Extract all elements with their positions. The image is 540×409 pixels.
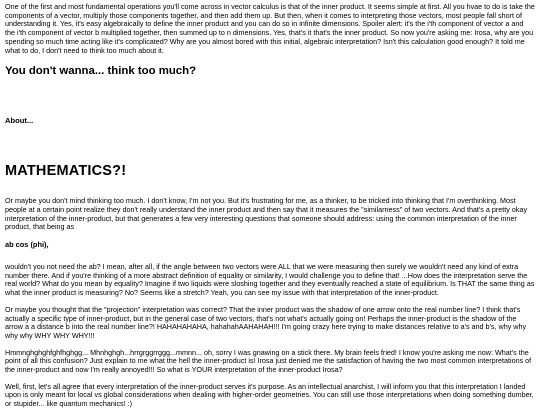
heading-think-too-much: You don't wanna... think too much? (5, 65, 197, 78)
heading-about: About... (5, 116, 34, 126)
intro-paragraph: One of the first and most fundamental operations you'll come across in vector calculus is that of the inner product. It seems simple at first. All you hvae to do is take the components of a vector, multiply those components together, and then add them up. But then, when it comes to interpreting those vectors, most people fall short of understanding it. Yes, it's easy algebraically to define the inner product and you can do so in infinite dimensions. Spoiler alert: it's the i'th component of vector a and the i'th component of vector b multiplied together, then summed up to n dimensions. Yes, that's it that's the inner product. So now you're asking me: Irosa, why are you spending so much time acting like it's complicated? Why are you almost bored with this initial, algebraic interpretation? Isn't this calculation good enough? It told me what to do, I don't need to think too much about it. (5, 2, 535, 55)
paragraph-projection: Or maybe you thought that the "projection" interpretation was correct? That the inner product was the shadow of one arrow onto the real number line? I think that's actually a specific type of inner-product, but in the general case of two vectors, that's not what's actually going on! Perhaps the inner-product is the shadow of the arrow a a distance b into the real number line?! HAHAHAHAHA, hahahahAAHAHAH!!! I'm going crazy here trying to make distances relative to a's and b's, why why why why WHY WHY WHY!!! (5, 304, 527, 340)
paragraph-wouldnt-need-ab: wouldn't you not need the ab? I mean, after all, if the angle between two vectors were ALL that we were measuring then surely we wouldn't need any kind of extra number there. And if you're thinking of a more abstract definition of equality or similarity, I would challenge you to define that! ...How does the interpretation serve the real world? What do you mean by equality? Imagine if two liquids were sloshing together and they eventually reached a state of equilibrium. Is THAT the same thing as what the inner product is measuring? No? Seems like a stretch? Yeah, you can see my issue with that interpretation of the inner-product. (5, 262, 535, 298)
paragraph-well-first: Well, first, let's all agree that every interpretation of the inner-product serves it's purpose. As an intellectual anarchist, I will inform you that this interpretation I landed upon is only meant for local vs global considerations when dealing with higher-order geometries. You can still use those interpretations when doing something dumber, or stupider... like quantum mechanics! :) (5, 381, 534, 409)
paragraph-frustrating: Or maybe you don't mind thinking too much. I don't know, I'm not you. But it's frustrating for me, as a thinker, to be tricked into thinking that I'm overthinking. Most people at a certain point realize they don't really understand the inner product and then say that it measures the "similarness" of two vectors. And that's a pretty okay interpretation of the inner-product, but that generates a few very interesting questions that someone should address: using the common interpretation of the inner product, that being as (5, 196, 528, 232)
heading-mathematics: MATHEMATICS?! (5, 163, 127, 180)
paragraph-gnawing: Hmmnghghghfghfhghgg... Mhnhghgh...hrrgrggrrggg...mmnn... oh, sorry I was gnawing on a stick there. My brain feels fried! I know you're asking me now: What's the point of all this confusion? Just explain to me what the hell the inner-product is! Irosa just denied me the satisfaction of having the two most common interpretations of the inner-product and now I'm really annoyed!!! So what is YOUR interpretation of the inner-product Irosa? (5, 347, 532, 375)
formula-ab-cos-phi: ab cos (phi), (5, 240, 49, 250)
